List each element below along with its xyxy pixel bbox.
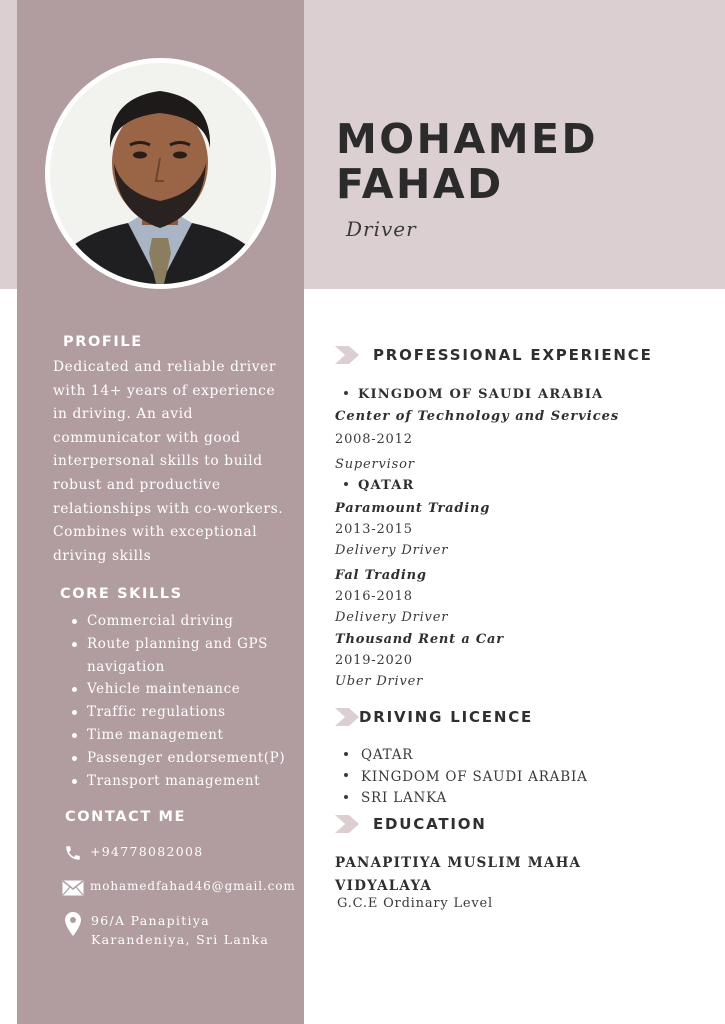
job-years: 2016-2018 [335, 589, 413, 604]
education-heading: EDUCATION [373, 815, 487, 833]
profile-photo [50, 63, 271, 284]
experience-country-2 [344, 478, 415, 493]
education-level: G.C.E Ordinary Level [337, 896, 493, 911]
bullet [344, 752, 348, 756]
education-section-header [335, 815, 487, 833]
address [91, 911, 269, 949]
experience-country-1 [344, 387, 603, 402]
job-title: Supervisor [335, 457, 415, 472]
school-name: PANAPITIYA MUSLIM MAHA VIDYALAYA [335, 855, 582, 894]
job-years: 2013-2015 [335, 522, 413, 537]
profile-text: Dedicated and reliable driver with 14+ years of experience in driving. An avid communicator with good interpersonal skills to build robust and productive relationships with co-workers. Combines with exceptional driving skills [53, 359, 284, 564]
job-title: Delivery Driver [335, 610, 449, 625]
job-company: Thousand Rent a Car [335, 632, 504, 647]
licence-item [344, 767, 588, 789]
skill-item: Traffic regulations [70, 701, 302, 724]
experience-section-header [335, 346, 653, 364]
job-role: Driver [346, 217, 417, 241]
skills-list [70, 610, 302, 792]
name-last: FAHAD [336, 160, 504, 208]
licence-heading: DRIVING LICENCE [359, 708, 534, 726]
licence-item [344, 745, 588, 767]
bullet [344, 795, 348, 799]
contact-heading: CONTACT ME [65, 809, 187, 825]
skills-heading: CORE SKILLS [60, 586, 183, 602]
skill-item: Route planning and GPS navigation [70, 633, 302, 679]
skill-item: Vehicle maintenance [70, 678, 302, 701]
phone-number: +94778082008 [90, 844, 204, 859]
chevron-arrow-icon [335, 815, 361, 833]
candidate-name [336, 117, 716, 207]
licence-country: QATAR [361, 747, 414, 763]
licence-list [344, 745, 588, 810]
email-address: mohamedfahad46@gmail.com [90, 879, 296, 893]
contact-address [62, 911, 269, 949]
job-years: 2008-2012 [335, 432, 413, 447]
chevron-arrow-icon [335, 346, 361, 364]
name-first: MOHAMED [336, 115, 599, 163]
address-line2: Karandeniya, Sri Lanka [91, 932, 270, 947]
location-pin-icon [62, 911, 84, 937]
skill-item: Passenger endorsement(P) [70, 747, 302, 770]
licence-section-header [335, 708, 533, 726]
licence-country: SRI LANKA [361, 790, 448, 806]
skill-item: Time management [70, 724, 302, 747]
contact-phone [62, 842, 204, 864]
bullet [344, 773, 348, 777]
bullet [344, 391, 348, 395]
address-line1: 96/A Panapitiya [91, 913, 210, 928]
job-title: Uber Driver [335, 674, 424, 689]
envelope-icon [62, 877, 84, 899]
job-company: Paramount Trading [335, 501, 491, 516]
job-title: Delivery Driver [335, 543, 449, 558]
job-years: 2019-2020 [335, 653, 413, 668]
contact-email [62, 877, 296, 899]
licence-item [344, 788, 588, 810]
country-name: KINGDOM OF SAUDI ARABIA [358, 387, 604, 402]
skill-item: Commercial driving [70, 610, 302, 633]
profile-heading: PROFILE [63, 334, 143, 350]
country-name: QATAR [358, 478, 415, 493]
phone-icon [62, 842, 84, 864]
chevron-arrow-icon [335, 708, 361, 726]
skill-item: Transport management [70, 770, 302, 793]
bullet [344, 482, 348, 486]
experience-heading: PROFESSIONAL EXPERIENCE [373, 346, 653, 364]
job-company: Fal Trading [335, 568, 427, 583]
job-company: Center of Technology and Services [335, 409, 620, 424]
licence-country: KINGDOM OF SAUDI ARABIA [361, 768, 588, 785]
